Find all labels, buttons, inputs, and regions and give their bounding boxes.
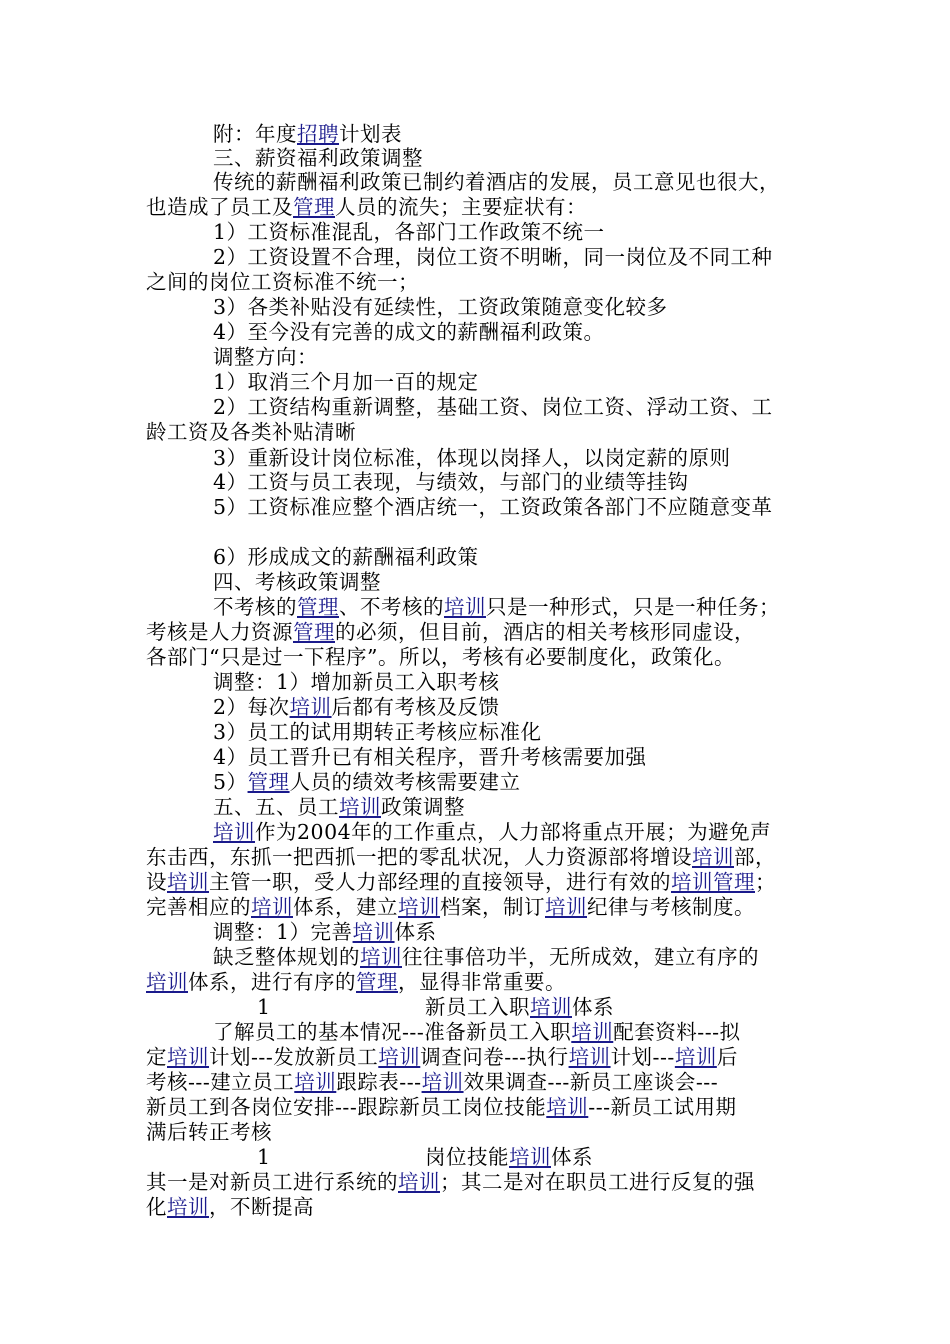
text-line <box>213 720 542 744</box>
text-segment: 3）各类补贴没有延续性，工资政策随意变化较多 <box>213 295 668 319</box>
keyword-link[interactable]: 管理 <box>293 195 335 219</box>
text-segment: 6）形成成文的薪酬福利政策 <box>213 545 479 569</box>
text-segment: 计划表 <box>339 122 402 146</box>
text-segment: 后 <box>716 1045 738 1069</box>
keyword-link[interactable]: 培训 <box>378 1045 421 1069</box>
text-segment: ，显得非常重要。 <box>398 970 566 994</box>
text-line <box>213 670 500 694</box>
text-segment: 1 <box>257 1145 271 1169</box>
text-line <box>213 745 647 769</box>
text-line <box>213 820 771 844</box>
text-segment: 2）工资结构重新调整，基础工资、岗位工资、浮动工资、工 <box>213 395 773 419</box>
text-segment: 、不考核的 <box>339 595 444 619</box>
text-segment: 2）工资设置不合理，岗位工资不明晰，同一岗位及不同工种 <box>213 245 773 269</box>
text-line <box>213 345 318 369</box>
text-line <box>146 195 587 219</box>
text-segment: 各部门“只是过一下程序”。所以，考核有必要制度化，政策化。 <box>146 645 735 669</box>
text-line <box>213 545 479 569</box>
text-segment: 4）工资与员工表现，与绩效，与部门的业绩等挂钩 <box>213 470 689 494</box>
text-segment: 也造成了员工及 <box>146 195 293 219</box>
text-line <box>213 395 773 419</box>
keyword-link[interactable]: 培训 <box>398 1170 440 1194</box>
text-line <box>425 1145 593 1169</box>
text-segment: 往往事倍功半，无所成效，建立有序的 <box>402 945 759 969</box>
text-segment: 附：年度 <box>213 122 297 146</box>
text-segment: 1）取消三个月加一百的规定 <box>213 370 479 394</box>
text-segment: 人员的流失；主要症状有： <box>335 195 587 219</box>
text-segment: 岗位技能 <box>425 1145 509 1169</box>
text-segment: 定 <box>146 1045 167 1069</box>
text-segment: 作为2004年的工作重点，人力部将重点开展；为避免声 <box>255 820 772 844</box>
text-segment: 四、考核政策调整 <box>213 570 381 594</box>
text-segment: 5）工资标准应整个酒店统一，工资政策各部门不应随意变革 <box>213 495 773 519</box>
text-segment: 体系 <box>394 920 437 944</box>
text-segment: ；其二是对在职员工进行反复的强 <box>440 1170 755 1194</box>
text-line <box>213 695 500 719</box>
text-segment: 考核是人力资源 <box>146 620 293 644</box>
text-line <box>213 146 423 170</box>
text-line <box>146 645 735 669</box>
text-line <box>213 170 780 194</box>
text-line <box>213 570 381 594</box>
keyword-link[interactable]: 培训 <box>289 695 332 719</box>
text-segment: 1）工资标准混乱，各部门工作政策不统一 <box>213 220 605 244</box>
keyword-link[interactable]: 管理 <box>356 970 398 994</box>
text-line <box>146 420 356 444</box>
keyword-link[interactable]: 管理 <box>293 620 335 644</box>
keyword-link[interactable]: 培训 <box>674 1045 717 1069</box>
text-line <box>213 945 759 969</box>
text-segment: 调整方向： <box>213 345 318 369</box>
text-line <box>213 470 689 494</box>
text-line <box>213 370 479 394</box>
text-segment: 政策调整 <box>381 795 465 819</box>
text-segment: 主管一职，受人力部经理的直接领导，进行有效的 <box>209 870 671 894</box>
text-line <box>213 245 773 269</box>
text-segment: 其一是对新员工进行系统的 <box>146 1170 398 1194</box>
text-segment: 体系 <box>572 995 614 1019</box>
text-segment: 体系，进行有序的 <box>188 970 356 994</box>
text-segment: 效果调查---新员工座谈会--- <box>463 1070 719 1094</box>
text-segment: 化 <box>146 1195 167 1219</box>
text-line <box>213 770 521 794</box>
text-line <box>146 620 755 644</box>
text-segment: 2）每次 <box>213 695 290 719</box>
keyword-link[interactable]: 培训 <box>167 1045 209 1069</box>
text-line <box>146 270 419 294</box>
keyword-link[interactable]: 培训 <box>339 795 381 819</box>
keyword-link[interactable]: 培训 <box>146 970 188 994</box>
text-line <box>146 845 776 869</box>
text-segment: 满后转正考核 <box>146 1120 272 1144</box>
text-line <box>146 1070 718 1094</box>
text-line <box>146 970 566 994</box>
text-line <box>146 1120 272 1144</box>
text-segment: 调整：1）完善 <box>213 920 353 944</box>
text-segment: 档案，制订 <box>440 895 545 919</box>
keyword-link[interactable]: 培训管理 <box>671 870 755 894</box>
text-line <box>213 122 402 146</box>
text-line <box>146 1195 314 1219</box>
keyword-link[interactable]: 培训 <box>167 870 209 894</box>
text-segment: 部， <box>734 845 776 869</box>
text-line <box>213 320 605 344</box>
keyword-link[interactable]: 培训 <box>398 895 440 919</box>
text-line <box>213 495 773 519</box>
text-line <box>146 1170 755 1194</box>
text-segment: 体系，建立 <box>293 895 398 919</box>
text-segment: 后都有考核及反馈 <box>331 695 500 719</box>
text-segment: 5） <box>213 770 248 794</box>
text-segment: 3）员工的试用期转正考核应标准化 <box>213 720 542 744</box>
text-segment: 人员的绩效考核需要建立 <box>289 770 521 794</box>
text-segment: 调整：1）增加新员工入职考核 <box>213 670 500 694</box>
text-line <box>213 1020 741 1044</box>
text-segment: 新员工到各岗位安排---跟踪新员工岗位技能 <box>146 1095 547 1119</box>
keyword-link[interactable]: 招聘 <box>297 122 339 146</box>
text-line <box>213 920 437 944</box>
keyword-link[interactable]: 培训 <box>568 1045 611 1069</box>
text-segment: 了解员工的基本情况---准备新员工入职 <box>213 1020 572 1044</box>
text-segment: 三、薪资福利政策调整 <box>213 146 423 170</box>
keyword-link[interactable]: 培训 <box>571 1020 614 1044</box>
text-line <box>213 446 731 470</box>
text-segment: 新员工入职 <box>425 995 530 1019</box>
text-segment: 4）至今没有完善的成文的薪酬福利政策。 <box>213 320 605 344</box>
text-segment: 4）员工晋升已有相关程序，晋升考核需要加强 <box>213 745 647 769</box>
text-segment: 计划--- <box>610 1045 675 1069</box>
text-line <box>146 1045 738 1069</box>
text-segment: 五、五、员工 <box>213 795 339 819</box>
keyword-link[interactable]: 培训 <box>352 920 395 944</box>
keyword-link[interactable]: 培训 <box>444 595 486 619</box>
keyword-link[interactable]: 培训 <box>167 1195 209 1219</box>
keyword-link[interactable]: 培训 <box>251 895 293 919</box>
keyword-link[interactable]: 培训 <box>509 1145 551 1169</box>
text-segment: 计划---发放新员工 <box>209 1045 379 1069</box>
text-segment: 的必须，但目前，酒店的相关考核形同虚设， <box>335 620 755 644</box>
text-segment: 跟踪表--- <box>336 1070 422 1094</box>
text-line <box>213 220 605 244</box>
text-segment: 3）重新设计岗位标准，体现以岗择人，以岗定薪的原则 <box>213 446 731 470</box>
text-segment: 体系 <box>551 1145 593 1169</box>
text-segment: ； <box>755 870 776 894</box>
keyword-link[interactable]: 培训 <box>546 1095 589 1119</box>
keyword-link[interactable]: 管理 <box>247 770 290 794</box>
text-line <box>257 1145 271 1169</box>
text-segment: ，不断提高 <box>209 1195 314 1219</box>
text-segment: 不考核的 <box>213 595 297 619</box>
keyword-link[interactable]: 培训 <box>294 1070 337 1094</box>
text-segment: 龄工资及各类补贴清晰 <box>146 420 356 444</box>
keyword-link[interactable]: 培训 <box>530 995 572 1019</box>
text-line <box>146 895 755 919</box>
text-segment: ---新员工试用期 <box>588 1095 737 1119</box>
text-line <box>213 295 668 319</box>
keyword-link[interactable]: 培训 <box>545 895 587 919</box>
text-segment: 纪律与考核制度。 <box>587 895 755 919</box>
keyword-link[interactable]: 培训 <box>692 845 734 869</box>
text-segment: 考核---建立员工 <box>146 1070 295 1094</box>
keyword-link[interactable]: 培训 <box>421 1070 464 1094</box>
text-line <box>213 595 780 619</box>
text-line <box>213 795 465 819</box>
text-line <box>425 995 614 1019</box>
text-segment: 1 <box>257 995 271 1019</box>
text-segment: 传统的薪酬福利政策已制约着酒店的发展，员工意见也很大， <box>213 170 780 194</box>
text-segment: 缺乏整体规划的 <box>213 945 360 969</box>
text-segment: 东击西，东抓一把西抓一把的零乱状况，人力资源部将增设 <box>146 845 692 869</box>
text-segment: 只是一种形式，只是一种任务； <box>486 595 780 619</box>
text-segment: 调查问卷---执行 <box>420 1045 569 1069</box>
keyword-link[interactable]: 培训 <box>360 945 402 969</box>
keyword-link[interactable]: 管理 <box>297 595 339 619</box>
text-segment: 之间的岗位工资标准不统一； <box>146 270 419 294</box>
text-line <box>257 995 271 1019</box>
text-line <box>146 1095 737 1119</box>
text-segment: 配套资料---拟 <box>613 1020 741 1044</box>
keyword-link[interactable]: 培训 <box>213 820 255 844</box>
text-segment: 设 <box>146 870 167 894</box>
text-segment: 完善相应的 <box>146 895 251 919</box>
text-line <box>146 870 776 894</box>
